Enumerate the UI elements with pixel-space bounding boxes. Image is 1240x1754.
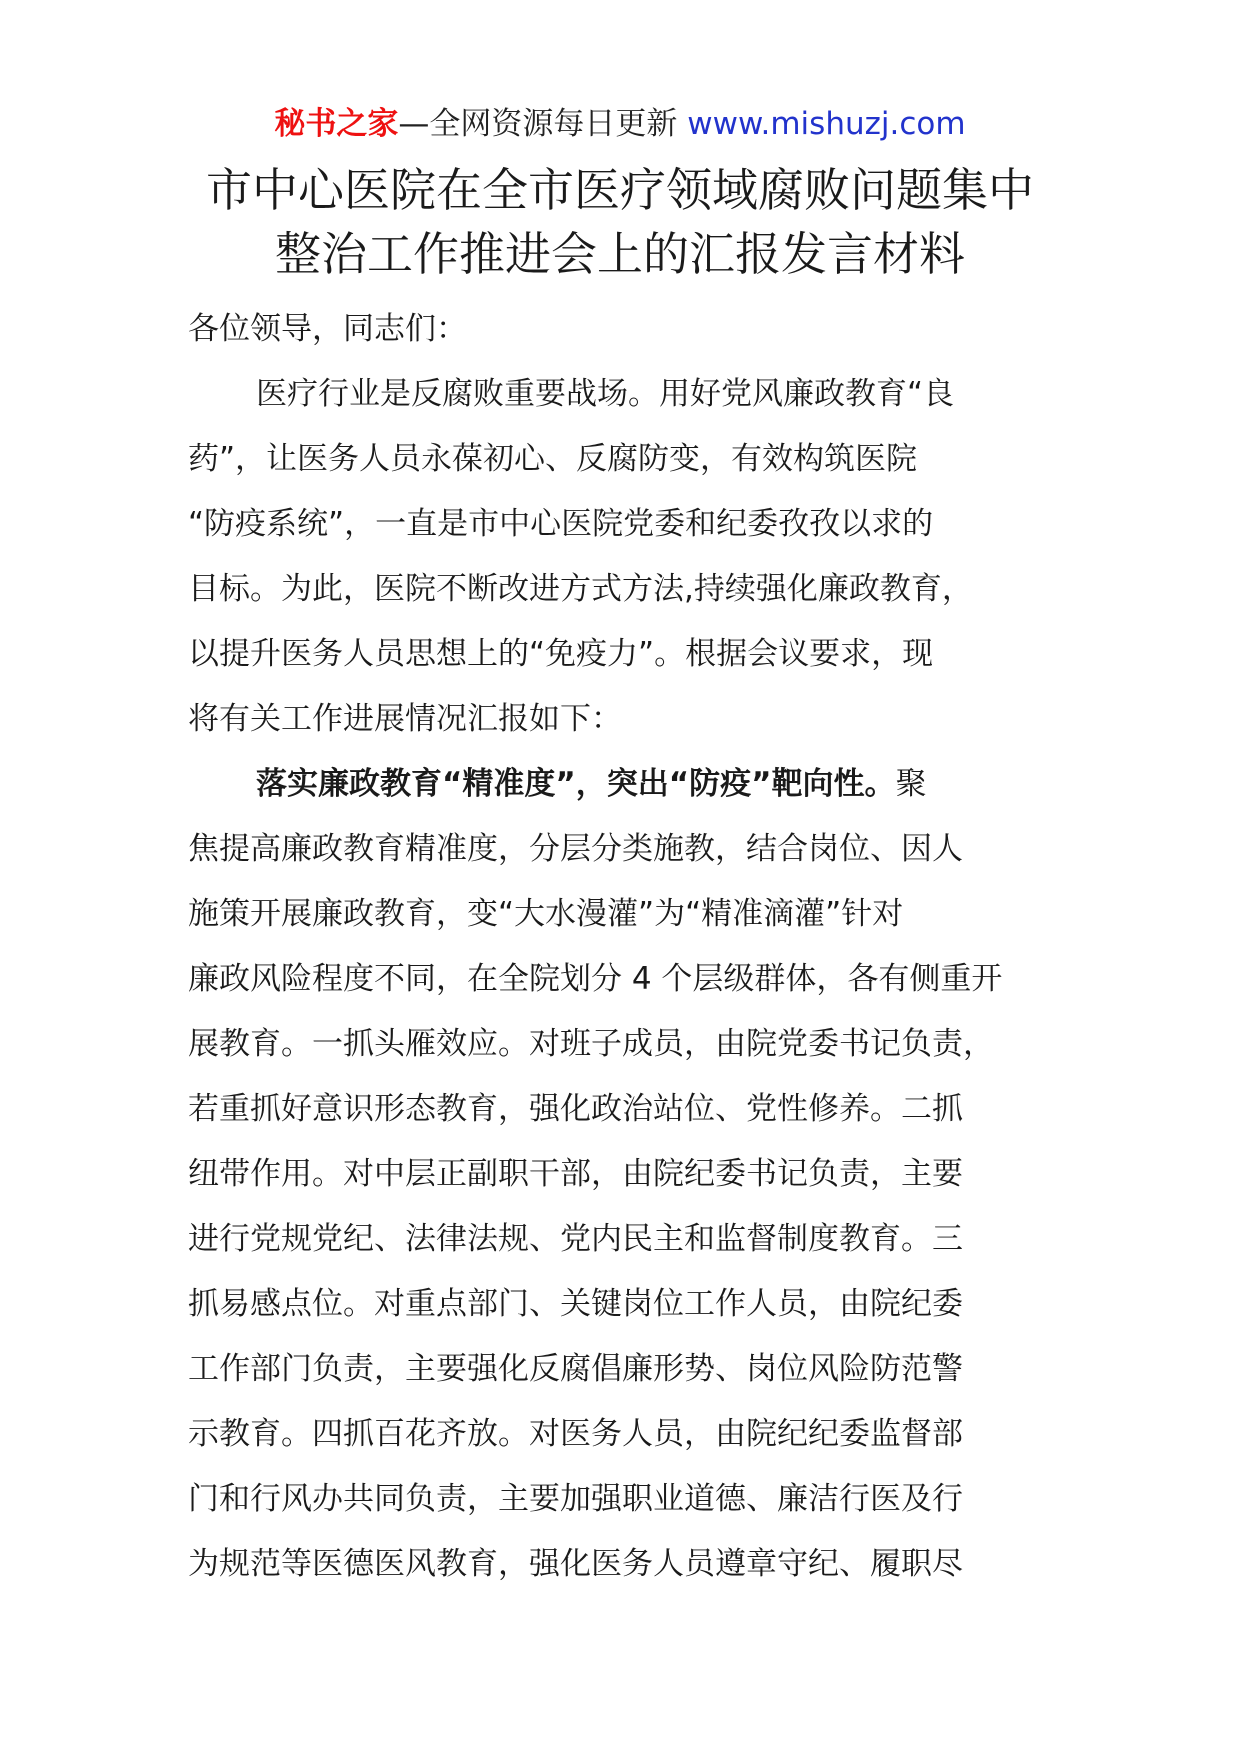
paragraph-1-line: 医疗行业是反腐败重要战场。用好党风廉政教育“良 — [256, 376, 955, 412]
paragraph-1 — [188, 362, 1068, 752]
paragraph-2 — [188, 752, 1068, 1597]
paragraph-2-line: 示教育。四抓百花齐放。对医务人员，由院纪纪委监督部 — [188, 1416, 963, 1452]
title-line-1: 市中心医院在全市医疗领域腐败问题集中 — [206, 163, 1034, 217]
paragraph-1-line: “防疫系统”，一直是市中心医院党委和纪委孜孜以求的 — [188, 506, 934, 542]
document-body — [188, 297, 1068, 1597]
paragraph-1-line: 目标。为此，医院不断改进方式方法,持续强化廉政教育， — [188, 571, 973, 607]
document-title — [150, 158, 1090, 286]
title-line-2: 整治工作推进会上的汇报发言材料 — [275, 227, 965, 281]
section-heading: 落实廉政教育“精准度”，突出“防疫”靶向性。 — [256, 766, 896, 802]
paragraph-2-line: 廉政风险程度不同，在全院划分 4 个层级群体，各有侧重开 — [188, 961, 1003, 997]
paragraph-2-line: 门和行风办共同负责，主要加强职业道德、廉洁行医及行 — [188, 1481, 963, 1517]
site-url: www.mishuzj.com — [687, 106, 966, 142]
brand-name: 秘书之家 — [274, 106, 399, 142]
paragraph-1-line: 药”，让医务人员永葆初心、反腐防变，有效构筑医院 — [188, 441, 918, 477]
paragraph-2-line: 抓易感点位。对重点部门、关键岗位工作人员，由院纪委 — [188, 1286, 963, 1322]
paragraph-2-line: 施策开展廉政教育，变“大水漫灌”为“精准滴灌”针对 — [188, 896, 904, 932]
paragraph-2-line: 进行党规党纪、法律法规、党内民主和监督制度教育。三 — [188, 1221, 963, 1257]
paragraph-2-line: 若重抓好意识形态教育，强化政治站位、党性修养。二抓 — [188, 1091, 963, 1127]
paragraph-2-first-line — [188, 752, 1068, 817]
paragraph-2-line: 聚 — [895, 766, 927, 802]
paragraph-2-line: 工作部门负责，主要强化反腐倡廉形势、岗位风险防范警 — [188, 1351, 963, 1387]
salutation: 各位领导，同志们： — [188, 311, 467, 347]
header-slogan: —全网资源每日更新 — [398, 106, 678, 142]
paragraph-1-line: 以提升医务人员思想上的“免疫力”。根据会议要求，现 — [188, 636, 934, 672]
paragraph-2-line: 焦提高廉政教育精准度，分层分类施教，结合岗位、因人 — [188, 831, 963, 867]
paragraph-1-line: 将有关工作进展情况汇报如下： — [188, 701, 622, 737]
paragraph-2-line: 展教育。一抓头雁效应。对班子成员，由院党委书记负责， — [188, 1026, 994, 1062]
paragraph-2-line: 纽带作用。对中层正副职干部，由院纪委书记负责，主要 — [188, 1156, 963, 1192]
site-header — [0, 100, 1240, 148]
paragraph-2-line: 为规范等医德医风教育，强化医务人员遵章守纪、履职尽 — [188, 1546, 963, 1582]
